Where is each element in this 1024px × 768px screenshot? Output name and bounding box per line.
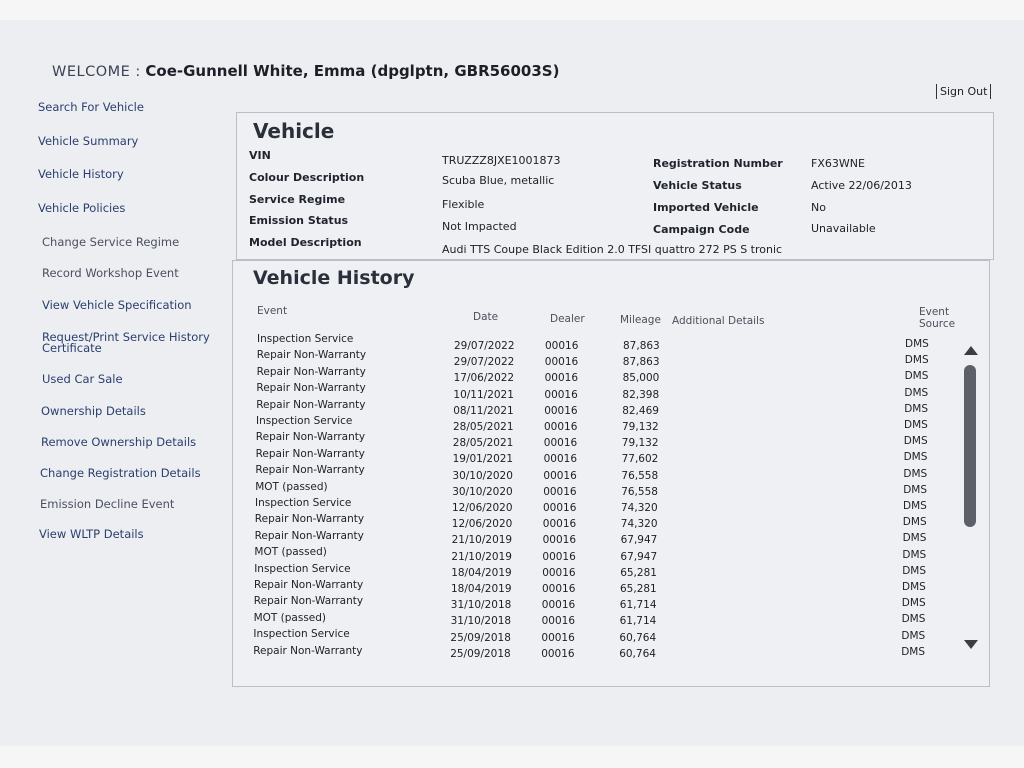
row-event: Repair Non-Warranty bbox=[256, 349, 367, 362]
row-dealer: 00016 bbox=[544, 404, 578, 417]
sidebar-item-emission-decline[interactable]: Emission Decline Event bbox=[40, 497, 175, 511]
row-dealer: 00016 bbox=[542, 566, 576, 579]
row-mileage: 82,469 bbox=[622, 404, 659, 417]
row-dealer: 00016 bbox=[542, 583, 576, 595]
row-dealer: 00016 bbox=[541, 647, 575, 660]
row-event: Inspection Service bbox=[253, 628, 350, 641]
row-mileage: 82,398 bbox=[622, 388, 660, 401]
row-event: Repair Non-Warranty bbox=[256, 365, 366, 378]
welcome-banner bbox=[52, 62, 559, 80]
sidebar-item-vehicle-history[interactable]: Vehicle History bbox=[38, 167, 124, 181]
row-dealer: 00016 bbox=[543, 485, 577, 498]
vehicle-panel bbox=[236, 112, 994, 260]
row-dealer: 00016 bbox=[544, 388, 578, 401]
vehicle-title: Vehicle bbox=[253, 119, 335, 143]
row-source: DMS bbox=[901, 645, 925, 658]
row-mileage: 77,602 bbox=[621, 453, 659, 466]
col-mileage: Mileage bbox=[620, 314, 661, 326]
row-date: 30/10/2020 bbox=[452, 469, 513, 482]
row-mileage: 76,558 bbox=[621, 485, 658, 498]
row-dealer: 00016 bbox=[543, 502, 577, 514]
row-event: Repair Non-Warranty bbox=[254, 529, 364, 542]
row-source: DMS bbox=[902, 548, 927, 561]
row-mileage: 87,863 bbox=[623, 340, 660, 352]
col-details: Additional Details bbox=[672, 315, 765, 327]
row-mileage: 85,000 bbox=[622, 372, 660, 385]
row-event: Repair Non-Warranty bbox=[255, 464, 365, 477]
row-source: DMS bbox=[902, 532, 927, 545]
col-dealer: Dealer bbox=[550, 313, 585, 325]
row-date: 29/07/2022 bbox=[453, 356, 515, 369]
history-title: Vehicle History bbox=[253, 267, 415, 289]
history-table-body bbox=[233, 261, 989, 686]
row-event: Repair Non-Warranty bbox=[254, 513, 365, 526]
sidebar-item-search-vehicle[interactable]: Search For Vehicle bbox=[38, 100, 144, 114]
row-dealer: 00016 bbox=[542, 534, 576, 547]
model-label: Model Description bbox=[249, 236, 362, 249]
row-dealer: 00016 bbox=[544, 372, 578, 385]
row-dealer: 00016 bbox=[543, 453, 577, 466]
row-source: DMS bbox=[904, 386, 929, 399]
row-date: 21/10/2019 bbox=[451, 534, 513, 547]
row-mileage: 65,281 bbox=[620, 583, 657, 595]
row-date: 31/10/2018 bbox=[450, 599, 512, 612]
row-date: 18/04/2019 bbox=[451, 566, 512, 579]
sidebar-item-ownership-details[interactable]: Ownership Details bbox=[41, 404, 146, 418]
reg-label: Registration Number bbox=[653, 157, 783, 170]
row-date: 18/04/2019 bbox=[451, 583, 512, 595]
row-mileage: 74,320 bbox=[621, 502, 658, 514]
row-source: DMS bbox=[901, 629, 926, 642]
row-event: Repair Non-Warranty bbox=[256, 382, 366, 395]
status-value: Active 22/06/2013 bbox=[811, 179, 912, 192]
row-source: DMS bbox=[903, 435, 928, 448]
row-dealer: 00016 bbox=[542, 518, 577, 531]
scroll-down-arrow-icon[interactable] bbox=[964, 640, 978, 649]
welcome-label: WELCOME : bbox=[52, 64, 141, 80]
row-event: Inspection Service bbox=[256, 415, 353, 427]
row-source: DMS bbox=[903, 500, 927, 512]
row-dealer: 00016 bbox=[543, 437, 578, 450]
campaign-value: Unavailable bbox=[811, 222, 876, 235]
row-event: Inspection Service bbox=[254, 562, 351, 575]
sidebar-item-vehicle-policies[interactable]: Vehicle Policies bbox=[38, 201, 126, 215]
status-label: Vehicle Status bbox=[653, 179, 742, 192]
row-event: Repair Non-Warranty bbox=[253, 595, 364, 608]
row-event: MOT (passed) bbox=[253, 611, 327, 624]
row-dealer: 00016 bbox=[541, 599, 576, 612]
row-mileage: 74,320 bbox=[620, 518, 658, 531]
row-date: 19/01/2021 bbox=[452, 453, 514, 466]
colour-value: Scuba Blue, metallic bbox=[442, 174, 555, 187]
row-event: Repair Non-Warranty bbox=[253, 644, 363, 657]
col-source-2: Source bbox=[919, 318, 956, 330]
row-mileage: 60,764 bbox=[619, 631, 657, 644]
row-source: DMS bbox=[905, 338, 929, 350]
vin-value: TRUZZZ8JXE1001873 bbox=[442, 154, 561, 167]
sidebar-item-remove-ownership[interactable]: Remove Ownership Details bbox=[41, 435, 197, 449]
sidebar-item-request-service-history[interactable]: Request/Print Service History bbox=[42, 330, 210, 344]
sidebar-item-record-workshop-event[interactable]: Record Workshop Event bbox=[42, 266, 179, 280]
sidebar-item-vehicle-summary[interactable]: Vehicle Summary bbox=[38, 134, 139, 148]
sign-out-link[interactable]: Sign Out bbox=[936, 84, 991, 99]
row-event: MOT (passed) bbox=[254, 546, 327, 559]
user-name: Coe-Gunnell White, Emma (dpglptn, GBR56003S) bbox=[145, 62, 560, 80]
emission-value: Not Impacted bbox=[442, 220, 517, 233]
row-mileage: 76,558 bbox=[621, 469, 659, 482]
emission-label: Emission Status bbox=[249, 214, 349, 227]
row-dealer: 00016 bbox=[543, 469, 577, 482]
top-margin bbox=[0, 0, 1024, 20]
row-mileage: 67,947 bbox=[620, 550, 658, 563]
row-event: Inspection Service bbox=[257, 333, 354, 345]
row-source: DMS bbox=[904, 354, 929, 367]
row-mileage: 79,132 bbox=[621, 437, 659, 450]
row-date: 12/06/2020 bbox=[451, 518, 513, 531]
row-date: 25/09/2018 bbox=[450, 631, 511, 644]
row-mileage: 61,714 bbox=[619, 615, 657, 628]
col-date: Date bbox=[473, 311, 499, 323]
row-dealer: 00016 bbox=[544, 421, 578, 433]
reg-value: FX63WNE bbox=[811, 157, 865, 170]
row-source: DMS bbox=[902, 581, 926, 593]
row-mileage: 60,764 bbox=[619, 647, 656, 660]
service-regime-label: Service Regime bbox=[249, 193, 346, 206]
sidebar-item-view-vehicle-spec[interactable]: View Vehicle Specification bbox=[42, 298, 192, 312]
row-source: DMS bbox=[902, 564, 926, 577]
row-source: DMS bbox=[904, 402, 928, 415]
scroll-up-arrow-icon[interactable] bbox=[964, 346, 978, 355]
row-source: DMS bbox=[904, 370, 929, 383]
row-date: 31/10/2018 bbox=[450, 615, 512, 628]
row-event: Repair Non-Warranty bbox=[256, 398, 366, 411]
row-date: 17/06/2022 bbox=[453, 372, 515, 385]
row-source: DMS bbox=[903, 451, 928, 464]
history-scrollbar[interactable] bbox=[964, 365, 976, 527]
row-event: Repair Non-Warranty bbox=[255, 447, 365, 460]
row-source: DMS bbox=[904, 419, 928, 431]
row-source: DMS bbox=[903, 467, 928, 480]
row-date: 28/05/2021 bbox=[453, 421, 514, 433]
row-source: DMS bbox=[902, 516, 927, 529]
sidebar-item-change-registration[interactable]: Change Registration Details bbox=[40, 466, 201, 480]
imported-value: No bbox=[811, 201, 826, 214]
row-mileage: 65,281 bbox=[620, 566, 657, 579]
row-date: 29/07/2022 bbox=[454, 340, 515, 352]
row-date: 21/10/2019 bbox=[451, 550, 512, 563]
row-dealer: 00016 bbox=[541, 631, 575, 644]
bottom-margin bbox=[0, 746, 1024, 768]
vehicle-history-panel bbox=[232, 260, 990, 687]
row-event: MOT (passed) bbox=[255, 480, 328, 493]
colour-label: Colour Description bbox=[249, 171, 365, 184]
sidebar-item-used-car-sale[interactable]: Used Car Sale bbox=[42, 372, 123, 386]
sidebar-item-change-service-regime[interactable]: Change Service Regime bbox=[42, 235, 180, 249]
row-date: 30/10/2020 bbox=[452, 485, 513, 498]
row-date: 25/09/2018 bbox=[450, 647, 511, 660]
imported-label: Imported Vehicle bbox=[653, 201, 759, 214]
row-mileage: 79,132 bbox=[622, 421, 659, 433]
row-source: DMS bbox=[901, 613, 926, 626]
vin-label: VIN bbox=[249, 149, 271, 162]
row-date: 10/11/2021 bbox=[453, 388, 514, 401]
row-dealer: 00016 bbox=[545, 340, 579, 352]
sidebar-item-request-service-history-cont[interactable]: Certificate bbox=[42, 341, 102, 355]
row-date: 12/06/2020 bbox=[452, 502, 513, 514]
service-regime-value: Flexible bbox=[442, 198, 485, 211]
row-event: Repair Non-Warranty bbox=[254, 579, 364, 591]
row-dealer: 00016 bbox=[542, 550, 576, 563]
row-dealer: 00016 bbox=[541, 615, 575, 628]
col-event: Event bbox=[257, 305, 288, 317]
row-dealer: 00016 bbox=[544, 356, 579, 369]
model-value: Audi TTS Coupe Black Edition 2.0 TFSI quattro 272 PS S tronic bbox=[442, 243, 783, 256]
col-source-1: Event bbox=[919, 306, 950, 318]
row-source: DMS bbox=[903, 483, 927, 496]
row-event: Repair Non-Warranty bbox=[255, 431, 366, 444]
sidebar-item-view-wltp[interactable]: View WLTP Details bbox=[39, 527, 144, 541]
row-date: 08/11/2021 bbox=[453, 404, 514, 417]
row-mileage: 67,947 bbox=[620, 534, 658, 547]
row-mileage: 61,714 bbox=[619, 599, 657, 612]
row-date: 28/05/2021 bbox=[452, 437, 514, 450]
row-source: DMS bbox=[901, 597, 926, 610]
campaign-label: Campaign Code bbox=[653, 223, 750, 236]
row-mileage: 87,863 bbox=[622, 356, 660, 369]
row-event: Inspection Service bbox=[255, 497, 352, 509]
